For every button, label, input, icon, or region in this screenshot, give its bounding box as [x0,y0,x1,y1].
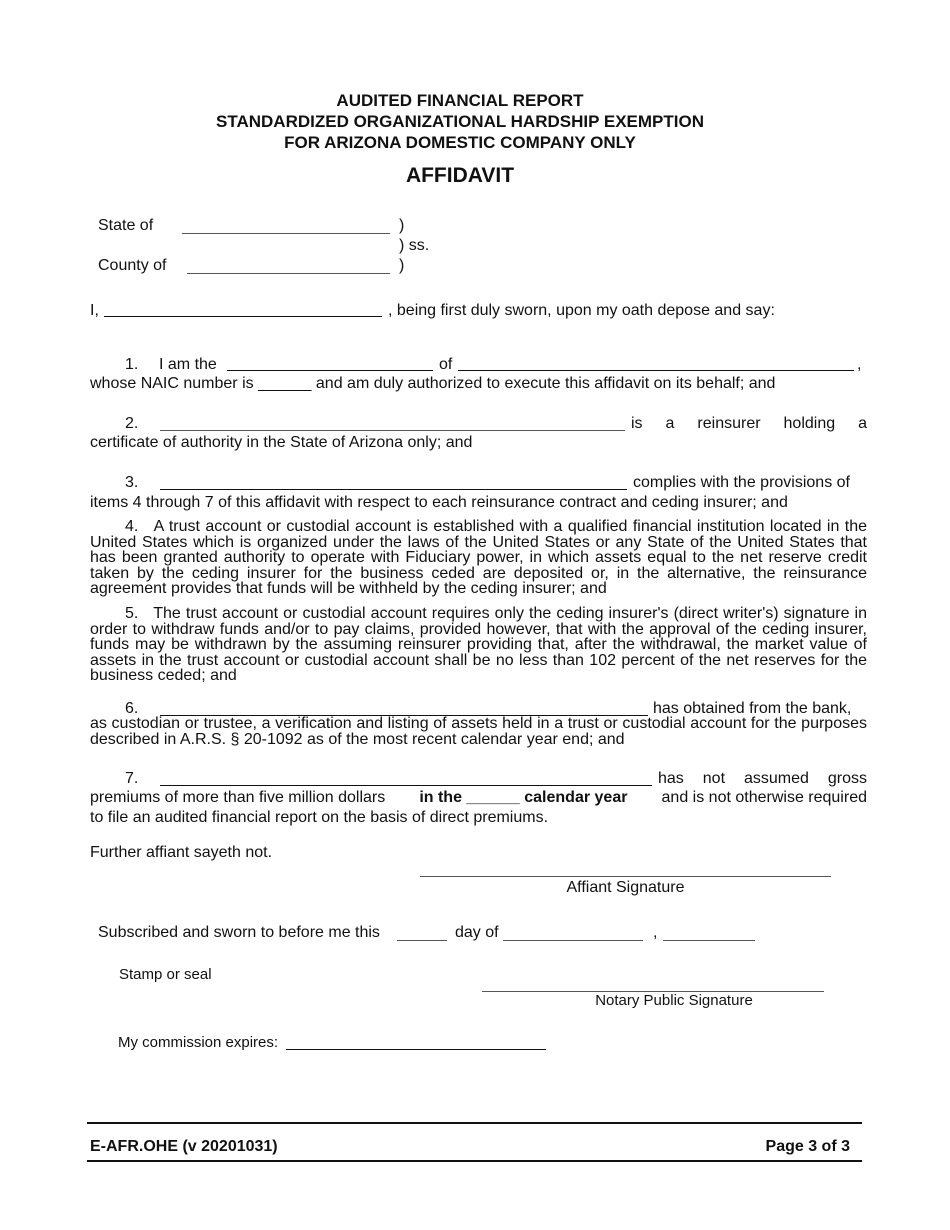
item-7-line-2 [90,789,867,806]
item-2-word: a [858,415,867,432]
calendar-year-field[interactable]: in the ______ calendar year [419,789,628,806]
intro-suffix: , being first duly sworn, upon my oath depose and say: [388,302,775,319]
reinsurer-name-field-2[interactable] [160,430,625,431]
affiant-signature-label: Affiant Signature [566,879,685,896]
company-name-field[interactable] [458,370,854,371]
reinsurer-name-field-7[interactable] [160,785,652,786]
item-2-number: 2. [125,415,139,432]
item-2-line-2: certificate of authority in the State of Arizona only; and [90,434,473,451]
day-field[interactable] [397,940,447,941]
venue-paren-bottom: ) [399,257,405,274]
item-2-word: a [665,415,675,432]
item-6-number: 6. [125,700,139,717]
item-3-line-2: items 4 through 7 of this affidavit with respect to each reinsurance contract and ceding insurer; and [90,494,788,511]
county-label: County of [98,257,167,274]
item-3-tail: complies with the provisions of [633,474,850,491]
report-title-line-1: AUDITED FINANCIAL REPORT [336,91,584,110]
footer-top-rule [87,1122,862,1124]
day-of-label: day of [455,924,499,941]
state-field[interactable] [182,233,390,234]
item-7-word: gross [827,770,867,787]
item-2-word: reinsurer [697,415,761,432]
item-7-tail [658,770,867,787]
month-field[interactable] [503,940,643,941]
item-3-number: 3. [125,474,139,491]
item-7-line-3: to file an audited financial report on the basis of direct premiums. [90,809,549,826]
affidavit-title: AFFIDAVIT [405,164,515,187]
title-field[interactable] [227,370,433,371]
item-7-number: 7. [125,770,139,787]
intro-prefix: I, [90,302,99,319]
item-2-word: is [631,415,643,432]
item-7-word: assumed [743,770,809,787]
item-5-paragraph: 5. The trust account or custodial account requires only the ceding insurer's (direct writer's) signature in order to withdraw funds and/or to pay claims, provided however, that with the approval of the ceding insurer, funds may be withdrawn by the assuming reinsurer providing that, after the withdrawal, the market value of assets in the trust account or custodial account shall be no less than 102 percent of the net reserves for the business ceded; and [90,605,867,685]
item-7-line-2-c: and is not otherwise required [661,789,867,806]
stamp-label: Stamp or seal [119,966,212,983]
item-1-comma: , [857,356,862,373]
year-field[interactable] [663,940,755,941]
item-1-text-a: I am the [159,356,217,373]
item-2-tail [631,415,867,432]
item-1-text-b: of [439,356,453,373]
form-id: E-AFR.OHE (v 20201031) [90,1138,278,1155]
report-title-line-2: STANDARDIZED ORGANIZATIONAL HARDSHIP EXEMPTION [216,112,704,131]
state-label: State of [98,217,154,234]
item-7-line-2-a: premiums of more than five million dollars [90,789,386,806]
closing-statement: Further affiant sayeth not. [90,844,273,861]
affiant-signature-line[interactable] [420,876,831,877]
footer-bottom-rule [87,1160,862,1162]
item-6-tail: has obtained from the bank, [653,700,852,717]
item-1-number: 1. [125,356,139,373]
venue-paren-top: ) [399,217,405,234]
date-comma: , [653,924,658,941]
item-2-word: holding [783,415,836,432]
subscribed-text: Subscribed and sworn to before me this [98,924,380,941]
item-6-rest: as custodian or trustee, a verification and listing of assets held in a trust or custodial account for the purposes described in A.R.S. § 20-1092 as of the most recent calendar year end; and [90,715,867,748]
ss-label: ) ss. [399,237,430,254]
commission-expiry-field[interactable] [286,1049,546,1050]
item-1-line-2: whose NAIC number is ______ and am duly authorized to execute this affidavit on its behalf; and [90,375,776,392]
commission-label: My commission expires: [118,1034,279,1051]
notary-signature-label: Notary Public Signature [595,992,753,1009]
reinsurer-name-field-3[interactable] [160,489,627,490]
item-4-paragraph: 4. A trust account or custodial account is established with a qualified financial institution located in the United States which is organized under the laws of the United States or any State of the United States that has been granted authority to operate with Fiduciary power, in which assets equal to the net reserve credit taken by the ceding insurer for the business ceded are deposited or, in the alternative, the reinsurance agreement provides that funds will be withheld by the ceding insurer; and [90,518,867,598]
item-7-word: has [658,770,684,787]
item-7-word: not [702,770,726,787]
affiant-name-field[interactable] [104,316,382,317]
page-number: Page 3 of 3 [765,1138,850,1155]
report-title-line-3: FOR ARIZONA DOMESTIC COMPANY ONLY [284,133,636,152]
county-field[interactable] [187,273,390,274]
